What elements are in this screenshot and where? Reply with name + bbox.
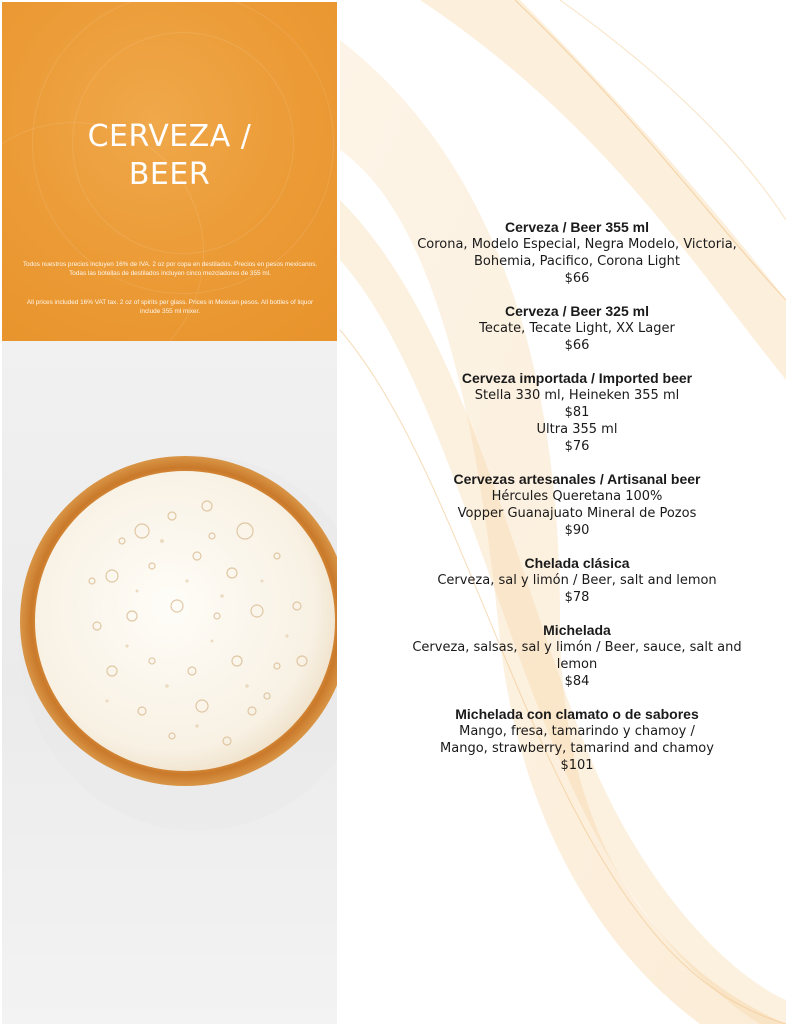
menu-item-description: Vopper Guanajuato Mineral de Pozos [457, 506, 697, 521]
menu-item [384, 370, 770, 455]
page-title-line-1: CERVEZA / [87, 119, 252, 154]
menu-item-description: Cerveza, salsas, sal y limón / Beer, sauce, salt and [412, 640, 742, 655]
menu-item-description: Stella 330 ml, Heineken 355 ml [474, 388, 680, 403]
menu-item-price: $84 [564, 674, 590, 689]
menu-item-name: Michelada [543, 622, 611, 638]
menu-item-name: Michelada con clamato o de sabores [455, 706, 699, 722]
menu-item-description: Mango, strawberry, tamarind and chamoy [440, 741, 714, 756]
menu-item-name: Cerveza / Beer 355 ml [505, 219, 649, 235]
beer-glass-photo [2, 341, 337, 1024]
menu-item-description: Corona, Modelo Especial, Negra Modelo, Victoria, [417, 237, 737, 252]
menu-item-description: Hércules Queretana 100% [491, 489, 663, 504]
menu-item [384, 706, 770, 774]
menu-item-price: $66 [564, 271, 590, 286]
price-note-english: All prices included 16% VAT tax. 2 oz of spirits per glass. Prices in Mexican pesos. All bottles of liquor include 355 ml mixer. [26, 299, 314, 315]
menu-item-name: Cervezas artesanales / Artisanal beer [453, 471, 701, 487]
beer-glass-illustration [2, 341, 337, 1024]
menu-item-description: Tecate, Tecate Light, XX Lager [479, 321, 675, 336]
menu-item-description: Cerveza, sal y limón / Beer, salt and lemon [437, 573, 717, 588]
menu-item [384, 555, 770, 606]
menu-item-price: $76 [564, 439, 590, 454]
menu-item-description: Bohemia, Pacifico, Corona Light [474, 254, 680, 269]
menu-item-price: $101 [560, 758, 594, 773]
menu-item-price: $90 [564, 523, 590, 538]
menu-item [384, 219, 770, 287]
menu-item-price: $78 [564, 590, 590, 605]
menu-item [384, 622, 770, 690]
menu-item-price: $66 [564, 338, 590, 353]
menu-item-description: Ultra 355 ml [536, 422, 618, 437]
price-note-spanish: Todos nuestros precios incluyen 16% de IVA. 2 oz por copa en destilados. Precios en pesos mexicanos. Todas las botellas de destilados incluyen cinco mezcladores de 355 ml. [22, 261, 318, 277]
menu-item-name: Cerveza importada / Imported beer [461, 370, 693, 386]
menu-item-description: Mango, fresa, tamarindo y chamoy / [459, 724, 695, 739]
menu-item [384, 471, 770, 539]
page-title-line-2: BEER [128, 157, 211, 192]
menu-item-description: $81 [564, 405, 590, 420]
menu-item-name: Cerveza / Beer 325 ml [505, 303, 649, 319]
menu-item-description: lemon [556, 657, 598, 672]
beer-menu-list [384, 219, 770, 790]
menu-item [384, 303, 770, 354]
header-panel [2, 2, 337, 341]
menu-item-name: Chelada clásica [524, 555, 630, 571]
